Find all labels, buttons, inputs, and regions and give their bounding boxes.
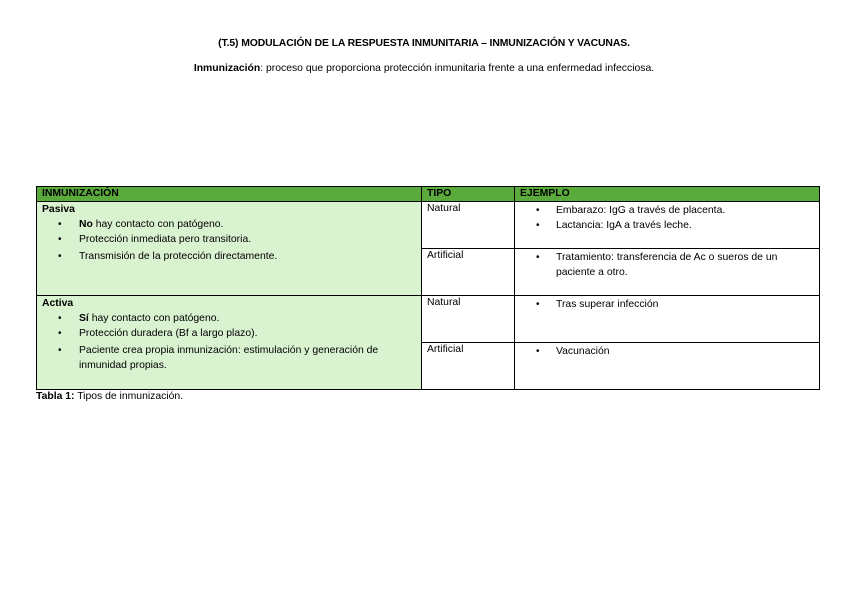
- activa-ejemplo-natural: [515, 296, 820, 343]
- activa-item-text: Protección duradera (Bf a largo plazo).: [79, 328, 258, 339]
- bullet-icon: •: [58, 219, 62, 230]
- header-tipo: TIPO: [422, 187, 515, 202]
- activa-tipo-natural: Natural: [422, 296, 515, 343]
- ejemplo-text: Lactancia: IgA a través leche.: [556, 220, 692, 231]
- list-item: [42, 311, 416, 326]
- list-item: [520, 344, 814, 359]
- pasiva-tipo-artificial: Artificial: [422, 249, 515, 296]
- bullet-icon: •: [58, 328, 62, 339]
- activa-item-bold: Sí: [79, 313, 89, 324]
- pasiva-item-text: Protección inmediata pero transitoria.: [79, 234, 252, 245]
- activa-title: Activa: [42, 298, 74, 309]
- table-row: [37, 202, 820, 249]
- definition-paragraph: [0, 63, 848, 74]
- bullet-icon: •: [536, 252, 540, 263]
- pasiva-list: [42, 217, 416, 264]
- immunization-table: [36, 186, 820, 390]
- pasiva-cell: [37, 202, 422, 296]
- table-row: [37, 296, 820, 343]
- bullet-icon: •: [58, 345, 62, 356]
- activa-ejemplo-artificial: [515, 343, 820, 390]
- list-item: [520, 297, 814, 312]
- header-ejemplo: EJEMPLO: [515, 187, 820, 202]
- pasiva-item-text: hay contacto con patógeno.: [92, 219, 224, 230]
- ejemplo-text: Tratamiento: transferencia de Ac o sueros de un paciente a otro.: [556, 252, 778, 278]
- definition-term: Inmunización: [193, 63, 261, 74]
- pasiva-title: Pasiva: [42, 204, 75, 215]
- header-inmunizacion: INMUNIZACIÓN: [37, 187, 422, 202]
- bullet-icon: •: [58, 251, 62, 262]
- list-item: [42, 232, 416, 247]
- list-item: [42, 343, 416, 373]
- list-item: [42, 326, 416, 341]
- table-header-row: [37, 187, 820, 202]
- activa-tipo-artificial: Artificial: [422, 343, 515, 390]
- pasiva-ejemplo-natural: [515, 202, 820, 249]
- bullet-icon: •: [536, 299, 540, 310]
- activa-item-text: Paciente crea propia inmunización: estimulación y generación de inmunidad propias.: [79, 345, 379, 371]
- bullet-icon: •: [58, 313, 62, 324]
- activa-item-text: hay contacto con patógeno.: [88, 313, 220, 324]
- list-item: [520, 218, 814, 233]
- bullet-icon: •: [536, 220, 540, 231]
- caption-label: Tabla 1:: [36, 391, 75, 402]
- pasiva-item-text: Transmisión de la protección directamente.: [79, 251, 278, 262]
- table-caption: [36, 391, 183, 402]
- pasiva-item-bold: No: [79, 219, 93, 230]
- list-item: [42, 249, 416, 264]
- pasiva-tipo-natural: Natural: [422, 202, 515, 249]
- list-item: [42, 217, 416, 232]
- activa-cell: [37, 296, 422, 390]
- list-item: [520, 203, 814, 218]
- bullet-icon: •: [536, 205, 540, 216]
- bullet-icon: •: [58, 234, 62, 245]
- document-title: (T.5) MODULACIÓN DE LA RESPUESTA INMUNITARIA – INMUNIZACIÓN Y VACUNAS.: [218, 38, 630, 49]
- ejemplo-text: Embarazo: IgG a través de placenta.: [556, 205, 726, 216]
- list-item: [520, 250, 814, 280]
- ejemplo-text: Vacunación: [556, 346, 610, 357]
- activa-list: [42, 311, 416, 373]
- pasiva-ejemplo-artificial: [515, 249, 820, 296]
- caption-text: Tipos de inmunización.: [74, 391, 184, 402]
- bullet-icon: •: [536, 346, 540, 357]
- definition-text: : proceso que proporciona protección inmunitaria frente a una enfermedad infecciosa.: [260, 63, 655, 74]
- ejemplo-text: Tras superar infección: [556, 299, 659, 310]
